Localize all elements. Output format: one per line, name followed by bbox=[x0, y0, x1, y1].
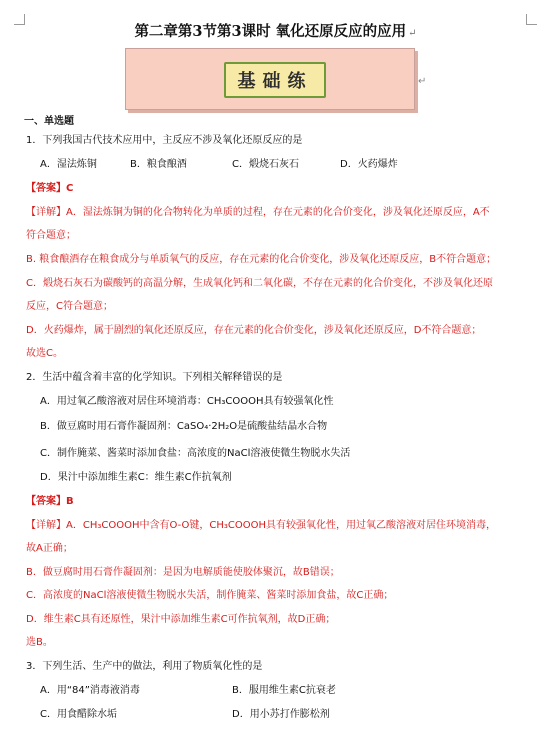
q1-answer: 【答案】C bbox=[26, 183, 74, 194]
q1-option-d: D．火药爆炸 bbox=[340, 159, 398, 170]
basic-practice-banner bbox=[125, 48, 415, 110]
q2-option-b: B．做豆腐时用石膏作凝固剂：CaSO₄·2H₂O是硫酸盐结晶水合物 bbox=[40, 421, 328, 432]
banner-label: 基础练 bbox=[224, 62, 326, 98]
q3-option-b: B．服用维生素C抗衰老 bbox=[232, 685, 336, 696]
q1-option-c: C．煅烧石灰石 bbox=[232, 159, 299, 170]
q3-option-a: A．用“84”消毒液消毒 bbox=[40, 685, 140, 696]
q2-answer: 【答案】B bbox=[26, 496, 74, 507]
q2-option-c: C．制作腌菜、酱菜时添加食盐：高浓度的NaCl溶液使微生物脱水失活 bbox=[40, 448, 351, 459]
q1-detail-line: C．煅烧石灰石为碳酸钙的高温分解，生成氧化钙和二氧化碳，不存在元素的化合价变化，不涉及氧化还原 bbox=[26, 278, 493, 289]
title-text: 第二章第3节第3课时 氧化还原反应的应用 bbox=[134, 23, 407, 40]
section-heading: 一、单选题 bbox=[24, 116, 74, 127]
q2-detail-line: D．维生素C具有还原性，果汁中添加维生素C可作抗氧剂，故D正确； bbox=[26, 614, 336, 625]
q2-conclusion: 选B。 bbox=[26, 637, 53, 648]
q1-detail-line: 符合题意； bbox=[26, 230, 76, 241]
q2-option-a: A．用过氧乙酸溶液对居住环境消毒：CH₃COOOH具有较强氧化性 bbox=[40, 396, 334, 407]
q3-option-d: D．用小苏打作膨松剂 bbox=[232, 709, 330, 720]
q1-detail-line: 反应，C符合题意； bbox=[26, 301, 113, 312]
q2-detail-line: 故A正确； bbox=[26, 543, 73, 554]
paragraph-mark-icon: ↵ bbox=[408, 28, 417, 39]
paragraph-mark-icon: ↵ bbox=[418, 76, 427, 87]
page-title bbox=[0, 20, 551, 41]
q1-detail-line: 【详解】A．湿法炼铜为铜的化合物转化为单质的过程，存在元素的化合价变化，涉及氧化还原反应，A不 bbox=[26, 207, 490, 218]
q1-detail-line: D．火药爆炸，属于剧烈的氧化还原反应，存在元素的化合价变化，涉及氧化还原反应，D不符合题意； bbox=[26, 325, 482, 336]
q3-option-c: C．用食醋除水垢 bbox=[40, 709, 117, 720]
q2-detail-line: B．做豆腐时用石膏作凝固剂：是因为电解质能使胶体聚沉，故B错误； bbox=[26, 567, 340, 578]
question-1-stem: 1．下列我国古代技术应用中，主反应不涉及氧化还原反应的是 bbox=[26, 135, 303, 146]
question-3-stem: 3．下列生活、生产中的做法，利用了物质氧化性的是 bbox=[26, 661, 263, 672]
q2-detail-line: 【详解】A．CH₃COOOH中含有O-O键，CH₃COOOH具有较强氧化性，用过氧乙酸溶液对居住环境消毒， bbox=[26, 520, 496, 531]
q1-conclusion: 故选C。 bbox=[26, 348, 63, 359]
q2-detail-line: C．高浓度的NaCl溶液使微生物脱水失活，制作腌菜、酱菜时添加食盐，故C正确； bbox=[26, 590, 394, 601]
q1-option-b: B．粮食酿酒 bbox=[130, 159, 187, 170]
q2-option-d: D．果汁中添加维生素C：维生素C作抗氧剂 bbox=[40, 472, 232, 483]
q1-option-a: A．湿法炼铜 bbox=[40, 159, 97, 170]
q1-detail-line: B. 粮食酿酒存在粮食成分与单质氧气的反应，存在元素的化合价变化，涉及氧化还原反应，B不符合题意； bbox=[26, 254, 497, 265]
question-2-stem: 2．生活中蕴含着丰富的化学知识。下列相关解释错误的是 bbox=[26, 372, 283, 383]
